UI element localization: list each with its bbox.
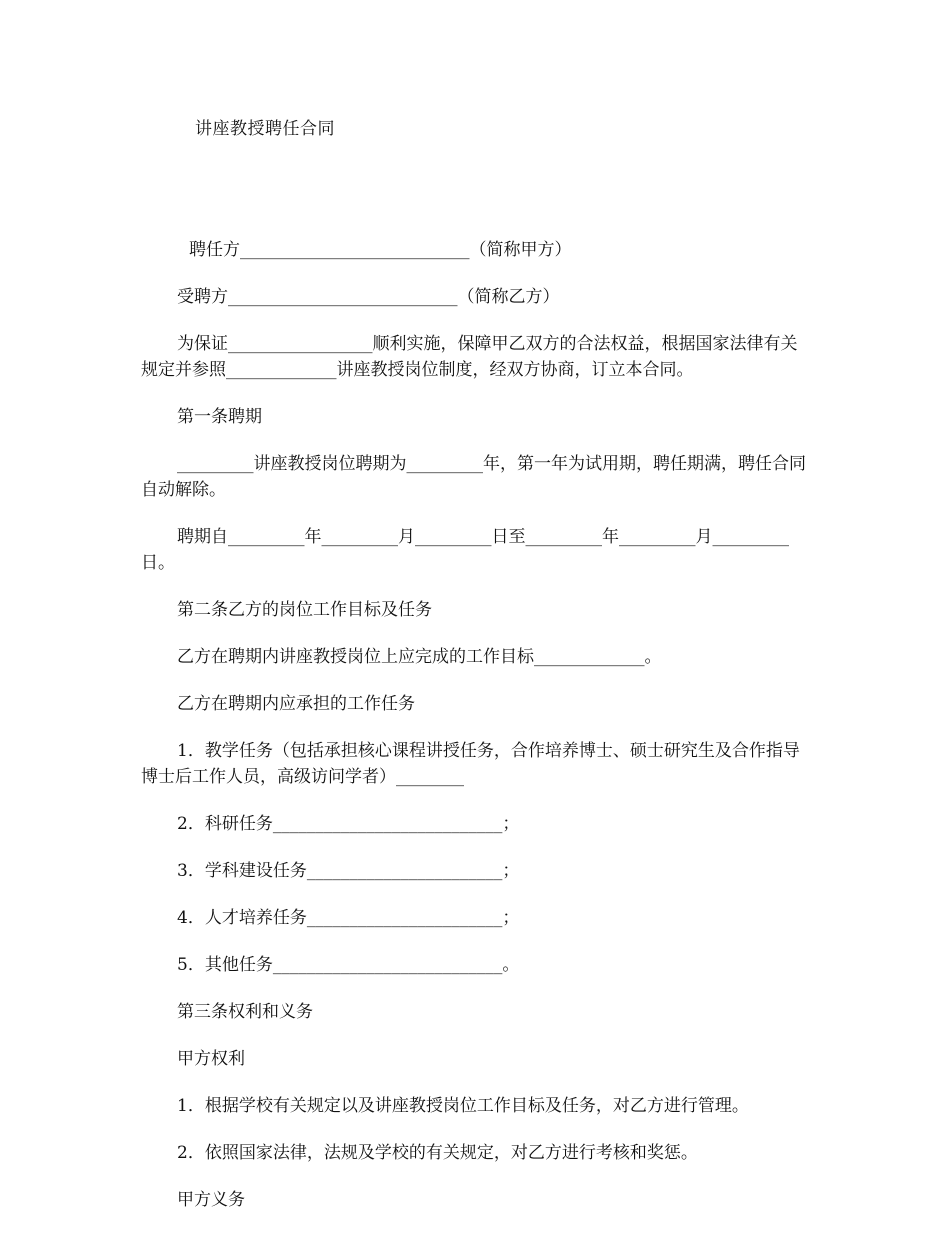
list-item-rights-2: 2．依照国家法律，法规及学校的有关规定，对乙方进行考核和奖惩。 [177,1143,698,1163]
document-body [141,237,813,1234]
list-item-rights-1: 1．根据学校有关规定以及讲座教授岗位工作目标及任务，对乙方进行管理。 [177,1096,749,1116]
document-title: 讲座教授聘任合同 [195,119,335,139]
subheading-party-a-rights: 甲方权利 [177,1049,245,1069]
paragraph-term-length: _________讲座教授岗位聘期为_________年，第一年为试用期，聘任期满，聘任合同自动解除。 [141,454,806,500]
subheading-party-a-obligations: 甲方义务 [177,1190,245,1210]
list-item-other: 5．其他任务___________________________。 [177,955,520,975]
paragraph-preamble: 为保证_________________顺利实施，保障甲乙双方的合法权益，根据国家法律有关规定并参照_____________讲座教授岗位制度，经双方协商，订立本合同。 [141,334,798,380]
section-heading-rights: 第三条权利和义务 [177,1002,313,1022]
section-heading-goals: 第二条乙方的岗位工作目标及任务 [177,600,432,620]
list-item-research: 2．科研任务___________________________； [177,814,520,834]
list-item-teaching: 1．教学任务（包括承担核心课程讲授任务，合作培养博士、硕士研究生及合作指导博士后工作人员，高级访问学者）________ [141,741,800,787]
section-heading-term: 第一条聘期 [177,407,262,427]
paragraph-tasks-intro: 乙方在聘期内应承担的工作任务 [177,694,415,714]
paragraph-goal: 乙方在聘期内讲座教授岗位上应完成的工作目标_____________。 [177,647,662,667]
paragraph-employer: 聘任方___________________________（简称甲方） [189,240,572,260]
paragraph-term-dates: 聘期自_________年_________月_________日至_________年_________月_________日。 [141,527,789,573]
list-item-discipline: 3．学科建设任务_______________________； [177,861,520,881]
list-item-talent: 4．人才培养任务_______________________； [177,908,520,928]
paragraph-employee: 受聘方___________________________（简称乙方） [177,287,560,307]
